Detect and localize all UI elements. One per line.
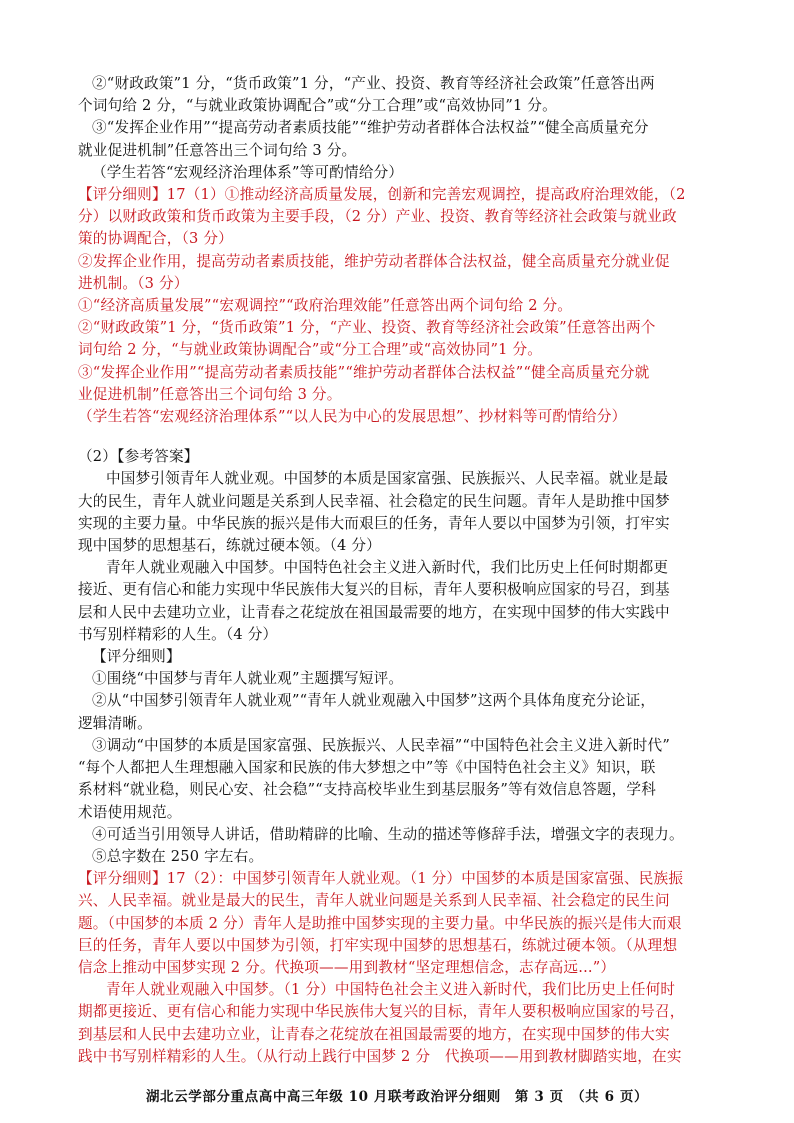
grading-detail-line: 分）以财政政策和货币政策为主要手段，（2 分）产业、投资、教育等经济社会政策与就业政 — [78, 208, 677, 226]
text-line: 就业促进机制”任意答出三个词句给 3 分。 — [78, 141, 357, 159]
criteria-line: ①围绕“中国梦与青年人就业观”主题撰写短评。 — [92, 670, 404, 688]
text-line: 个词句给 2 分，“与就业政策协调配合”或“分工合理”或“高效协同”1 分。 — [78, 97, 557, 115]
answer-line: 大的民生，青年人就业问题是关系到人民幸福、社会稳定的民生问题。青年人是助推中国梦 — [78, 492, 670, 510]
criteria-heading: 【评分细则】 — [92, 648, 181, 666]
grading-detail-line: 题。（中国梦的本质 2 分）青年人是助推中国梦实现的主要力量。中华民族的振兴是伟大而艰 — [78, 914, 682, 932]
answer-line: 现中国梦的思想基石，练就过硬本领。（4 分） — [78, 537, 381, 555]
page-footer: 湖北云学部分重点高中高三年级 10 月联考政治评分细则 第 3 页 （共 6 页） — [145, 1089, 649, 1105]
answer-line: 接近、更有信心和能力实现中华民族伟大复兴的目标，青年人要积极响应国家的号召，到基 — [78, 581, 670, 599]
answer-line: 书写别样精彩的人生。（4 分） — [78, 625, 278, 643]
answer-line: 中国梦引领青年人就业观。中国梦的本质是国家富强、民族振兴、人民幸福。就业是最 — [106, 470, 669, 488]
text-line: ③“发挥企业作用”“提高劳动者素质技能”“维护劳动者群体合法权益”“健全高质量充分 — [92, 119, 649, 137]
grading-detail-line: ①“经济高质量发展”“宏观调控”“政府治理效能”任意答出两个词句给 2 分。 — [78, 297, 573, 315]
criteria-line: ⑤总字数在 250 字左右。 — [92, 847, 264, 865]
grading-detail-line: 兴、人民幸福。就业是最大的民生，青年人就业问题是关系到人民幸福、社会稳定的民生问 — [78, 892, 670, 910]
grading-detail-line: 【评分细则】17（2）：中国梦引领青年人就业观。（1 分）中国梦的本质是国家富强、民族振 — [78, 870, 684, 888]
criteria-line: ②从“中国梦引领青年人就业观”“青年人就业观融入中国梦”这两个具体角度充分论证， — [92, 692, 656, 710]
answer-heading: （2）【参考答案】 — [78, 448, 199, 466]
grading-detail-line: ②“财政政策”1 分，“货币政策”1 分，“产业、投资、教育等经济社会政策”任意答出两个 — [78, 319, 656, 337]
document-body — [78, 73, 718, 1068]
grading-detail-line: ③“发挥企业作用”“提高劳动者素质技能”“维护劳动者群体合法权益”“健全高质量充分就 — [78, 363, 650, 381]
criteria-line: 术语使用规范。 — [78, 803, 182, 821]
grading-detail-line: 期都更接近、更有信心和能力实现中华民族伟大复兴的目标，青年人要积极响应国家的号召， — [78, 1003, 685, 1021]
answer-line: 实现的主要力量。中华民族的振兴是伟大而艰巨的任务，青年人要以中国梦为引领，打牢实 — [78, 514, 670, 532]
answer-line: 层和人民中去建功立业，让青春之花绽放在祖国最需要的地方，在实现中国梦的伟大实践中 — [78, 603, 670, 621]
grading-detail-line: 到基层和人民中去建功立业，让青春之花绽放在祖国最需要的地方，在实现中国梦的伟大实 — [78, 1025, 670, 1043]
criteria-line: 系材料“就业稳，则民心安、社会稳”“支持高校毕业生到基层服务”等有效信息答题，学科 — [78, 781, 657, 799]
grading-detail-line: 策的协调配合，（3 分） — [78, 230, 233, 248]
grading-detail-line: （学生若答“宏观经济治理体系”“以人民为中心的发展思想”、抄材料等可酌情给分） — [78, 408, 627, 426]
grading-detail-line: 巨的任务，青年人要以中国梦为引领，打牢实现中国梦的思想基石，练就过硬本领。（从理想 — [78, 936, 678, 954]
grading-detail-line: 【评分细则】17（1）①推动经济高质量发展，创新和完善宏观调控，提高政府治理效能，（2 — [78, 186, 686, 204]
text-line: ②“财政政策”1 分，“货币政策”1 分，“产业、投资、教育等经济社会政策”任意答出两 — [92, 75, 655, 92]
criteria-line: ③调动“中国梦的本质是国家富强、民族振兴、人民幸福”“中国特色社会主义进入新时代” — [92, 736, 671, 754]
grading-detail-line: 进机制。（3 分） — [78, 274, 189, 292]
grading-detail-line: 业促进机制”任意答出三个词句给 3 分。 — [78, 385, 342, 403]
grading-detail-line: 信念上推动中国梦实现 2 分。代换项——用到教材“坚定理想信念，志存高远...”） — [78, 958, 616, 976]
grading-detail-line: 词句给 2 分，“与就业政策协调配合”或“分工合理”或“高效协同”1 分。 — [78, 341, 543, 359]
grading-detail-line: 践中书写别样精彩的人生。（从行动上践行中国梦 2 分 代换项——用到教材脚踏实地，在实 — [78, 1047, 682, 1065]
criteria-line: 逻辑清晰。 — [78, 714, 152, 732]
text-line: （学生若答“宏观经济治理体系”等可酌情给分） — [92, 163, 404, 181]
grading-detail-line: 青年人就业观融入中国梦。（1 分）中国特色社会主义进入新时代，我们比历史上任何时 — [106, 981, 676, 999]
criteria-line: ④可适当引用领导人讲话，借助精辟的比喻、生动的描述等修辞手法，增强文字的表现力。 — [92, 825, 684, 843]
grading-detail-line: ②发挥企业作用，提高劳动者素质技能，维护劳动者群体合法权益，健全高质量充分就业促 — [78, 252, 670, 270]
criteria-line: “每个人都把人生理想融入国家和民族的伟大梦想之中”等《中国特色社会主义》知识，联 — [78, 759, 656, 777]
answer-line: 青年人就业观融入中国梦。中国特色社会主义进入新时代，我们比历史上任何时期都更 — [106, 559, 669, 577]
